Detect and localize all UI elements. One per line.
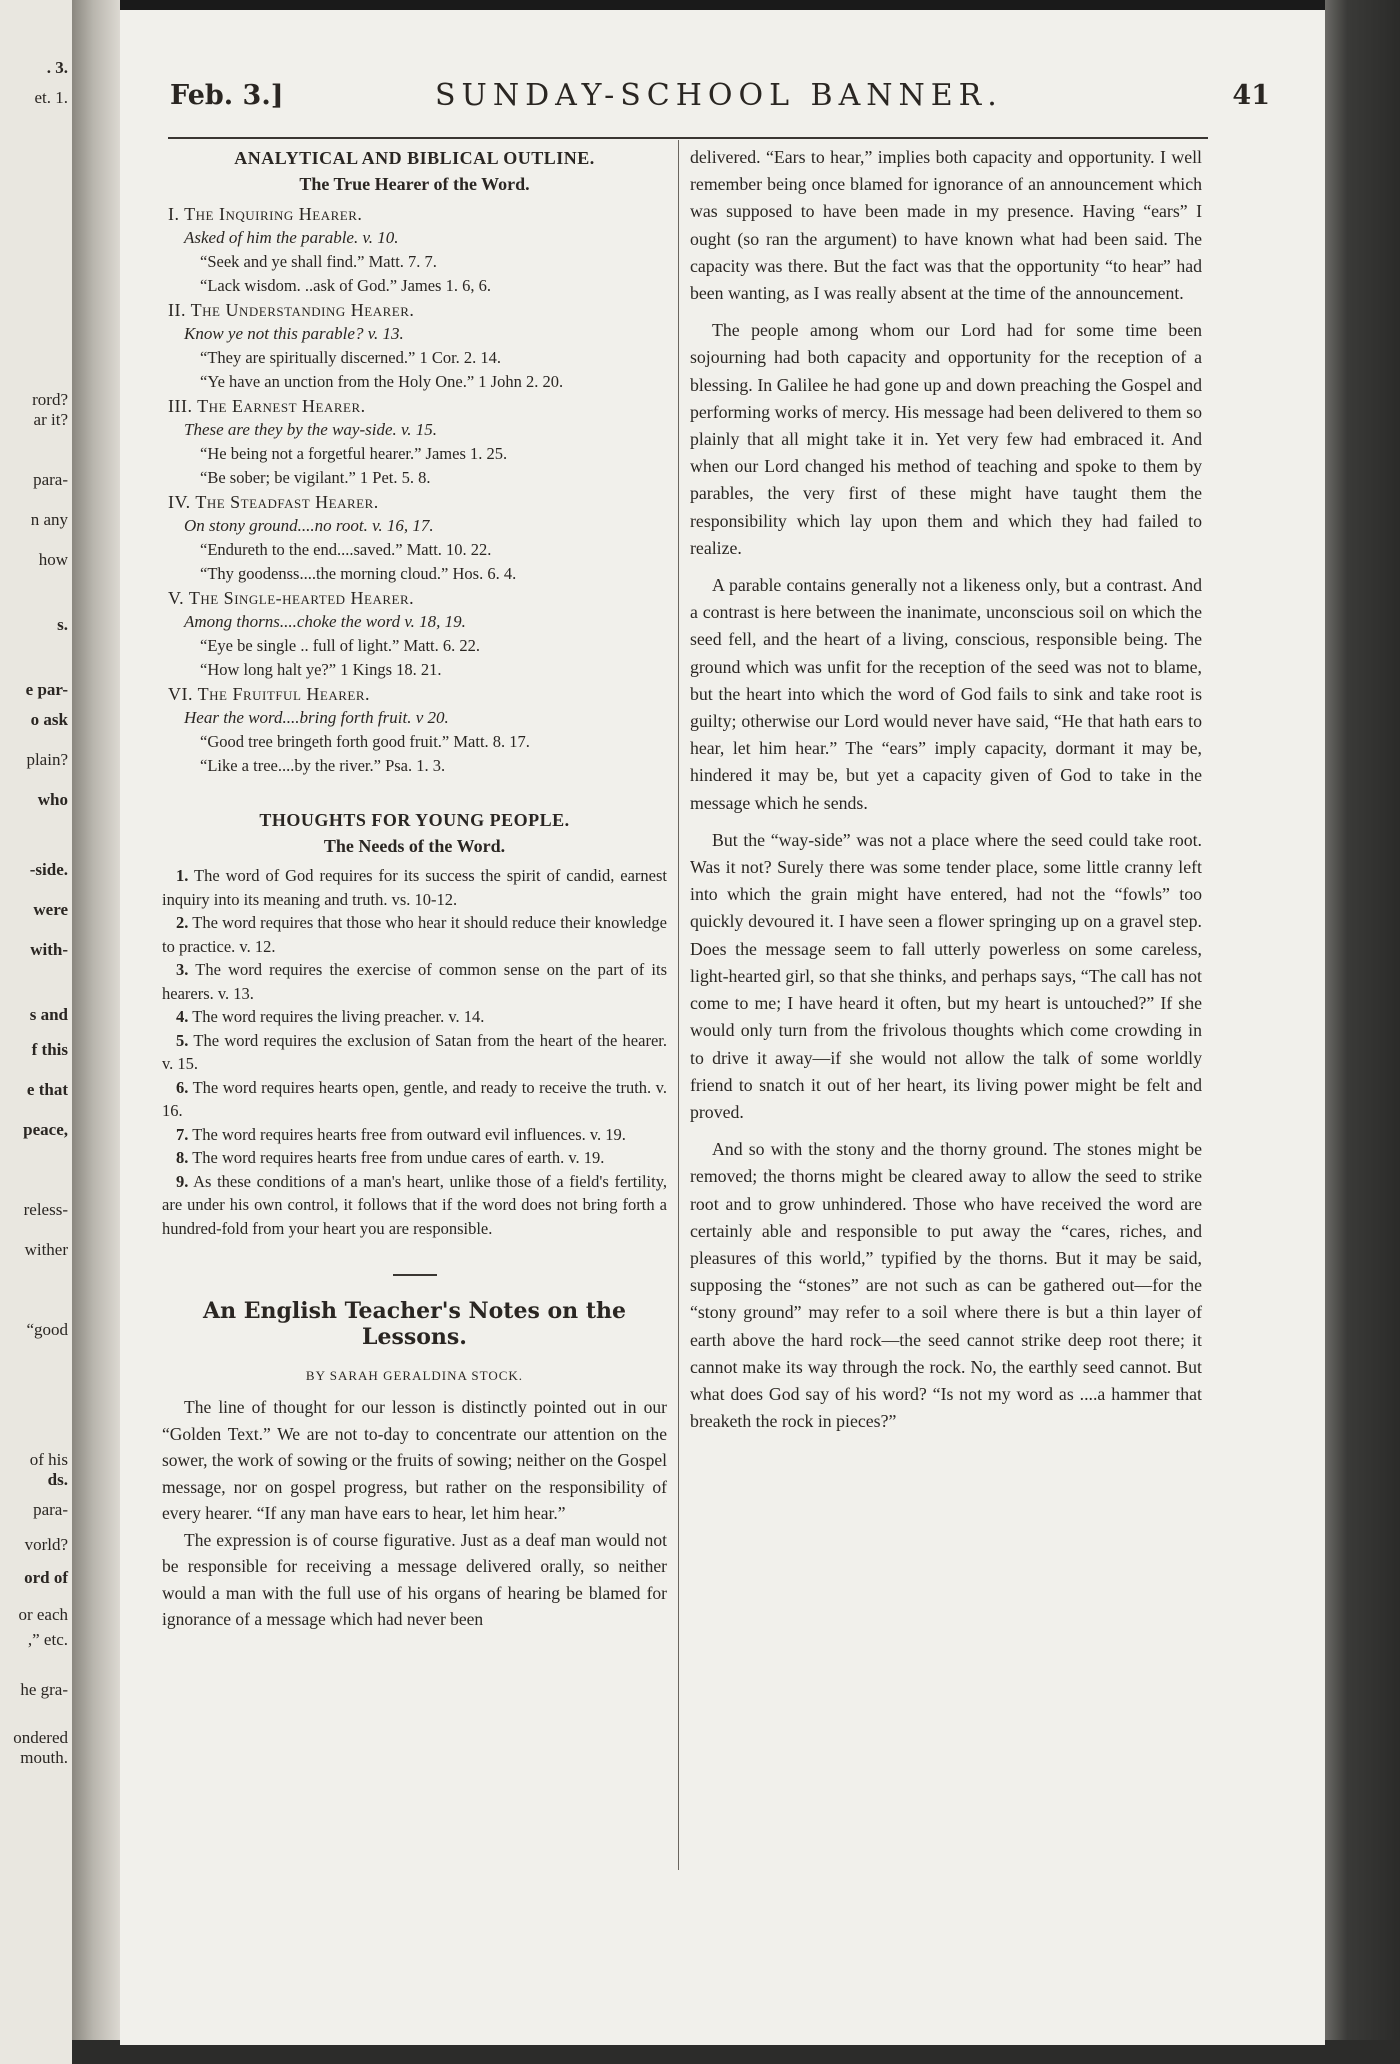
thought-item-number: 7. — [176, 1124, 189, 1144]
previous-page-fragment: wither — [24, 1240, 68, 1259]
notes-byline: BY SARAH GERALDINA STOCK. — [305, 1368, 524, 1383]
left-column — [162, 146, 667, 1633]
notes-right-text — [690, 144, 1202, 1435]
previous-page-fragment: o ask — [30, 710, 68, 729]
previous-page-fragment: peace, — [23, 1120, 68, 1139]
outline-heading: ANALYTICAL AND BIBLICAL OUTLINE. — [234, 148, 595, 168]
outline-lines — [162, 202, 667, 778]
thought-item — [162, 958, 667, 1005]
notes-paragraph: And so with the stony and the thorny ground. The stones might be removed; the thorns might be cleared away to allow the seed to strike root and to grow unhindered. Those who have received the word are certainly able and responsible to put away the “cares, riches, and pleasures of this world,” typified by the thorns. But it may be said, supposing the “stones” are not such as can be gathered out—for the “stony ground” may refer to a soil where there is but a thin layer of earth above the hard rock—the seed cannot strike deep root there; it cannot make its way through the rock. No, the earthly seed cannot. But what does God say of his word? “Is not my word as ....a hammer that breaketh the rock in pieces?” — [690, 1139, 1202, 1432]
outline-line-hd: IV. The Steadfast Hearer. — [168, 492, 379, 512]
previous-page-fragment: rord? — [32, 390, 68, 409]
previous-page-fragment: ,” etc. — [27, 1630, 68, 1649]
book-gutter — [72, 0, 120, 2064]
outline-line-it: Asked of him the parable. v. 10. — [184, 228, 399, 247]
notes-paragraph: The expression is of course figurative. Just as a deaf man would not be responsible for receiving a message delivered orally, so neither would a man with the full use of his organs of hearing be blamed for ignorance of a message which had never been — [162, 1529, 667, 1629]
outline-line-q: “Be sober; be vigilant.” 1 Pet. 5. 8. — [200, 468, 431, 487]
right-column — [690, 144, 1202, 1445]
outline-line-hd: II. The Understanding Hearer. — [168, 300, 415, 320]
outline-line-hd: VI. The Fruitful Hearer. — [168, 684, 371, 704]
thoughts-heading: THOUGHTS FOR YOUNG PEOPLE. — [259, 810, 570, 830]
outline-line-q: “Eye be single .. full of light.” Matt. 6. 22. — [200, 636, 480, 655]
previous-page-fragment: or each — [18, 1605, 68, 1624]
thought-item-text: The word requires the exclusion of Satan from the heart of the hearer. v. 15. — [162, 1030, 667, 1073]
header-title: SUNDAY-SCHOOL BANNER. — [435, 78, 1003, 113]
thought-item-number: 1. — [176, 866, 189, 885]
previous-page-fragment: ord of — [24, 1568, 68, 1587]
outline-line-q: “Endureth to the end....saved.” Matt. 10. 22. — [200, 540, 492, 559]
thoughts-list — [162, 864, 667, 1240]
thought-item-number: 8. — [176, 1148, 189, 1167]
notes-paragraph: The line of thought for our lesson is distinctly pointed out in our “Golden Text.” We are not to-day to concentrate our attention on the sower, the work of sowing or the fruits of sowing; neither on the Gospel message, nor on gospel progress, but rather on the responsibility of every hearer. “If any man have ears to hear, let him hear.” — [162, 1397, 667, 1523]
previous-page-fragment: n any — [30, 510, 68, 529]
outline-line-q: “Thy goodenss....the morning cloud.” Hos. 6. 4. — [200, 564, 517, 583]
outline-line-q: “Good tree bringeth forth good fruit.” Matt. 8. 17. — [200, 732, 530, 751]
thought-item-text: The word requires that those who hear it should reduce their knowledge to practice. v. 12. — [162, 913, 667, 956]
previous-page-fragment: . 3. — [46, 58, 68, 77]
outline-line-q: “He being not a forgetful hearer.” James 1. 25. — [200, 444, 508, 463]
notes-title: An English Teacher's Notes on the Lessons. — [203, 1298, 626, 1350]
thought-item-text: The word of God requires for its success the spirit of candid, earnest inquiry into its meaning and truth. vs. 10-12. — [162, 866, 668, 909]
outline-line-q: “How long halt ye?” 1 Kings 18. 21. — [200, 660, 442, 679]
header-rule — [168, 137, 1208, 139]
notes-left-text — [162, 1394, 667, 1633]
book-edge-right — [1325, 0, 1400, 2064]
notes-paragraph: delivered. “Ears to hear,” implies both capacity and opportunity. I well remember being once blamed for ignorance of an announcement which was supposed to have been made in my presence. Having “ears” I ought (so ran the argument) to have known what had been said. The capacity was there. But the fact was that the opportunity “to hear” had been wanting, as I was really absent at the time of the announcement. — [690, 147, 1202, 304]
page — [120, 10, 1325, 2045]
previous-page-fragment: he gra- — [20, 1680, 68, 1699]
thought-item — [162, 864, 667, 911]
outline-line-it: Among thorns....choke the word v. 18, 19. — [184, 612, 466, 631]
outline-line-q: “They are spiritually discerned.” 1 Cor. 2. 14. — [200, 348, 502, 367]
thought-item — [162, 1076, 667, 1123]
previous-page-fragment: ondered — [13, 1728, 68, 1747]
thought-item-number: 4. — [176, 1007, 189, 1026]
thought-item-number: 6. — [176, 1077, 189, 1097]
previous-page-fragment: e par- — [25, 680, 68, 699]
previous-page-fragment: ds. — [47, 1470, 68, 1489]
outline-line-it: Hear the word....bring forth fruit. v 20. — [184, 708, 449, 727]
thought-item — [162, 1170, 667, 1241]
thought-item-number: 9. — [176, 1171, 189, 1191]
section-divider — [393, 1274, 437, 1276]
thought-item-number: 2. — [176, 913, 189, 932]
thought-item — [162, 911, 667, 958]
outline-line-q: “Lack wisdom. ..ask of God.” James 1. 6, 6. — [200, 276, 491, 295]
outline-line-it: On stony ground....no root. v. 16, 17. — [184, 516, 434, 535]
thought-item-number: 3. — [176, 960, 189, 979]
previous-page-fragment: vorld? — [24, 1535, 68, 1554]
thought-item-text: The word requires the living preacher. v. 14. — [192, 1007, 485, 1026]
outline-line-hd: V. The Single-hearted Hearer. — [168, 588, 415, 608]
running-header — [170, 80, 1270, 120]
previous-page-fragment: how — [38, 550, 68, 569]
thought-item — [162, 1005, 667, 1029]
outline-line-hd: III. The Earnest Hearer. — [168, 396, 366, 416]
previous-page-fragment: with- — [30, 940, 68, 959]
header-date: Feb. 3.] — [170, 80, 284, 111]
thought-item-text: The word requires hearts free from outward evil influences. v. 19. — [192, 1124, 626, 1144]
outline-line-it: These are they by the way-side. v. 15. — [184, 420, 438, 439]
thought-item-number: 5. — [176, 1030, 189, 1050]
thought-item-text: As these conditions of a man's heart, unlike those of a field's fertility, are under his own control, it follows that if the word does not bring forth a hundred-fold from your heart you are responsible. — [162, 1171, 668, 1238]
previous-page-fragment: et. 1. — [34, 88, 68, 107]
page-number: 41 — [1232, 80, 1270, 111]
previous-page-fragment: “good — [26, 1320, 68, 1339]
thought-item-text: The word requires hearts open, gentle, and ready to receive the truth. v. 16. — [162, 1077, 667, 1120]
previous-page-fragment: were — [33, 900, 68, 919]
previous-page-fragment: s and — [29, 1005, 68, 1024]
outline-line-q: “Ye have an unction from the Holy One.” 1 John 2. 20. — [200, 372, 564, 391]
previous-page-fragment: -side. — [29, 860, 68, 879]
column-rule — [678, 140, 679, 1870]
notes-paragraph: A parable contains generally not a likeness only, but a contrast. And a contrast is here between the inanimate, unconscious soil on which the seed fell, and the heart of a living, conscious, responsible being. The ground which was unfit for the reception of the seed was not to blame, but the heart into which the word of God fails to sink and take root is guilty; otherwise our Lord would never have said, “He that hath ears to hear, let him hear.” The “ears” imply capacity, dormant it may be, hindered it may be, but yet a capacity given of God to take in the message which he sends. — [690, 575, 1202, 813]
outline-line-q: “Seek and ye shall find.” Matt. 7. 7. — [200, 252, 437, 271]
thought-item — [162, 1029, 667, 1076]
notes-paragraph: But the “way-side” was not a place where the seed could take root. Was it not? Surely there was some tender place, some little cranny left into which the grain might have entered, had not the “fowls” too quickly devoured it. I have seen a flower springing up on a gravel step. Does the message seem to fall utterly powerless on some careless, light-hearted girl, so that she thinks, and perhaps says, “The call has not come to me; I have heard it often, but my heart is untouched?” If she would only turn from the frivolous thoughts which come crowding in to drive it away—if she would not allow the talk of some worldly friend to snatch it out of her heart, its living power might be felt and proved. — [690, 829, 1202, 1122]
thought-item-text: The word requires the exercise of common sense on the part of its hearers. v. 13. — [162, 960, 668, 1003]
outline-line-hd: I. The Inquiring Hearer. — [168, 204, 363, 224]
previous-page-fragment: of his — [29, 1450, 68, 1469]
previous-page-fragment: e that — [26, 1080, 68, 1099]
previous-page-edge — [0, 0, 72, 2064]
thought-item — [162, 1123, 667, 1147]
thoughts-section — [162, 808, 667, 1240]
previous-page-fragment: reless- — [23, 1200, 68, 1219]
outline-line-q: “Like a tree....by the river.” Psa. 1. 3. — [200, 756, 446, 775]
previous-page-fragment: plain? — [26, 750, 68, 769]
previous-page-fragment: para- — [33, 1500, 68, 1519]
thoughts-subheading: The Needs of the Word. — [323, 836, 506, 856]
previous-page-fragment: f this — [31, 1040, 68, 1059]
previous-page-fragment: ar it? — [33, 410, 68, 429]
previous-page-fragment: s. — [57, 615, 68, 634]
previous-page-fragment: para- — [33, 470, 68, 489]
notes-paragraph: The people among whom our Lord had for some time been sojourning had both capacity and opportunity for the reception of a blessing. In Galilee he had gone up and down preaching the Gospel and performing works of mercy. His message had been delivered to them so plainly that all might take it in. Yet very few had embraced it. And when our Lord changed his method of teaching and spoke to them by parables, the very first of these might have taught them the responsibility which lay upon them and which they had failed to realize. — [690, 320, 1202, 558]
outline-line-it: Know ye not this parable? v. 13. — [184, 324, 404, 343]
thought-item — [162, 1146, 667, 1170]
previous-page-fragment: who — [37, 790, 68, 809]
outline-subheading: The True Hearer of the Word. — [299, 174, 530, 194]
previous-page-fragment: mouth. — [20, 1748, 68, 1767]
outline-section — [162, 146, 667, 778]
thought-item-text: The word requires hearts free from undue cares of earth. v. 19. — [192, 1148, 605, 1167]
